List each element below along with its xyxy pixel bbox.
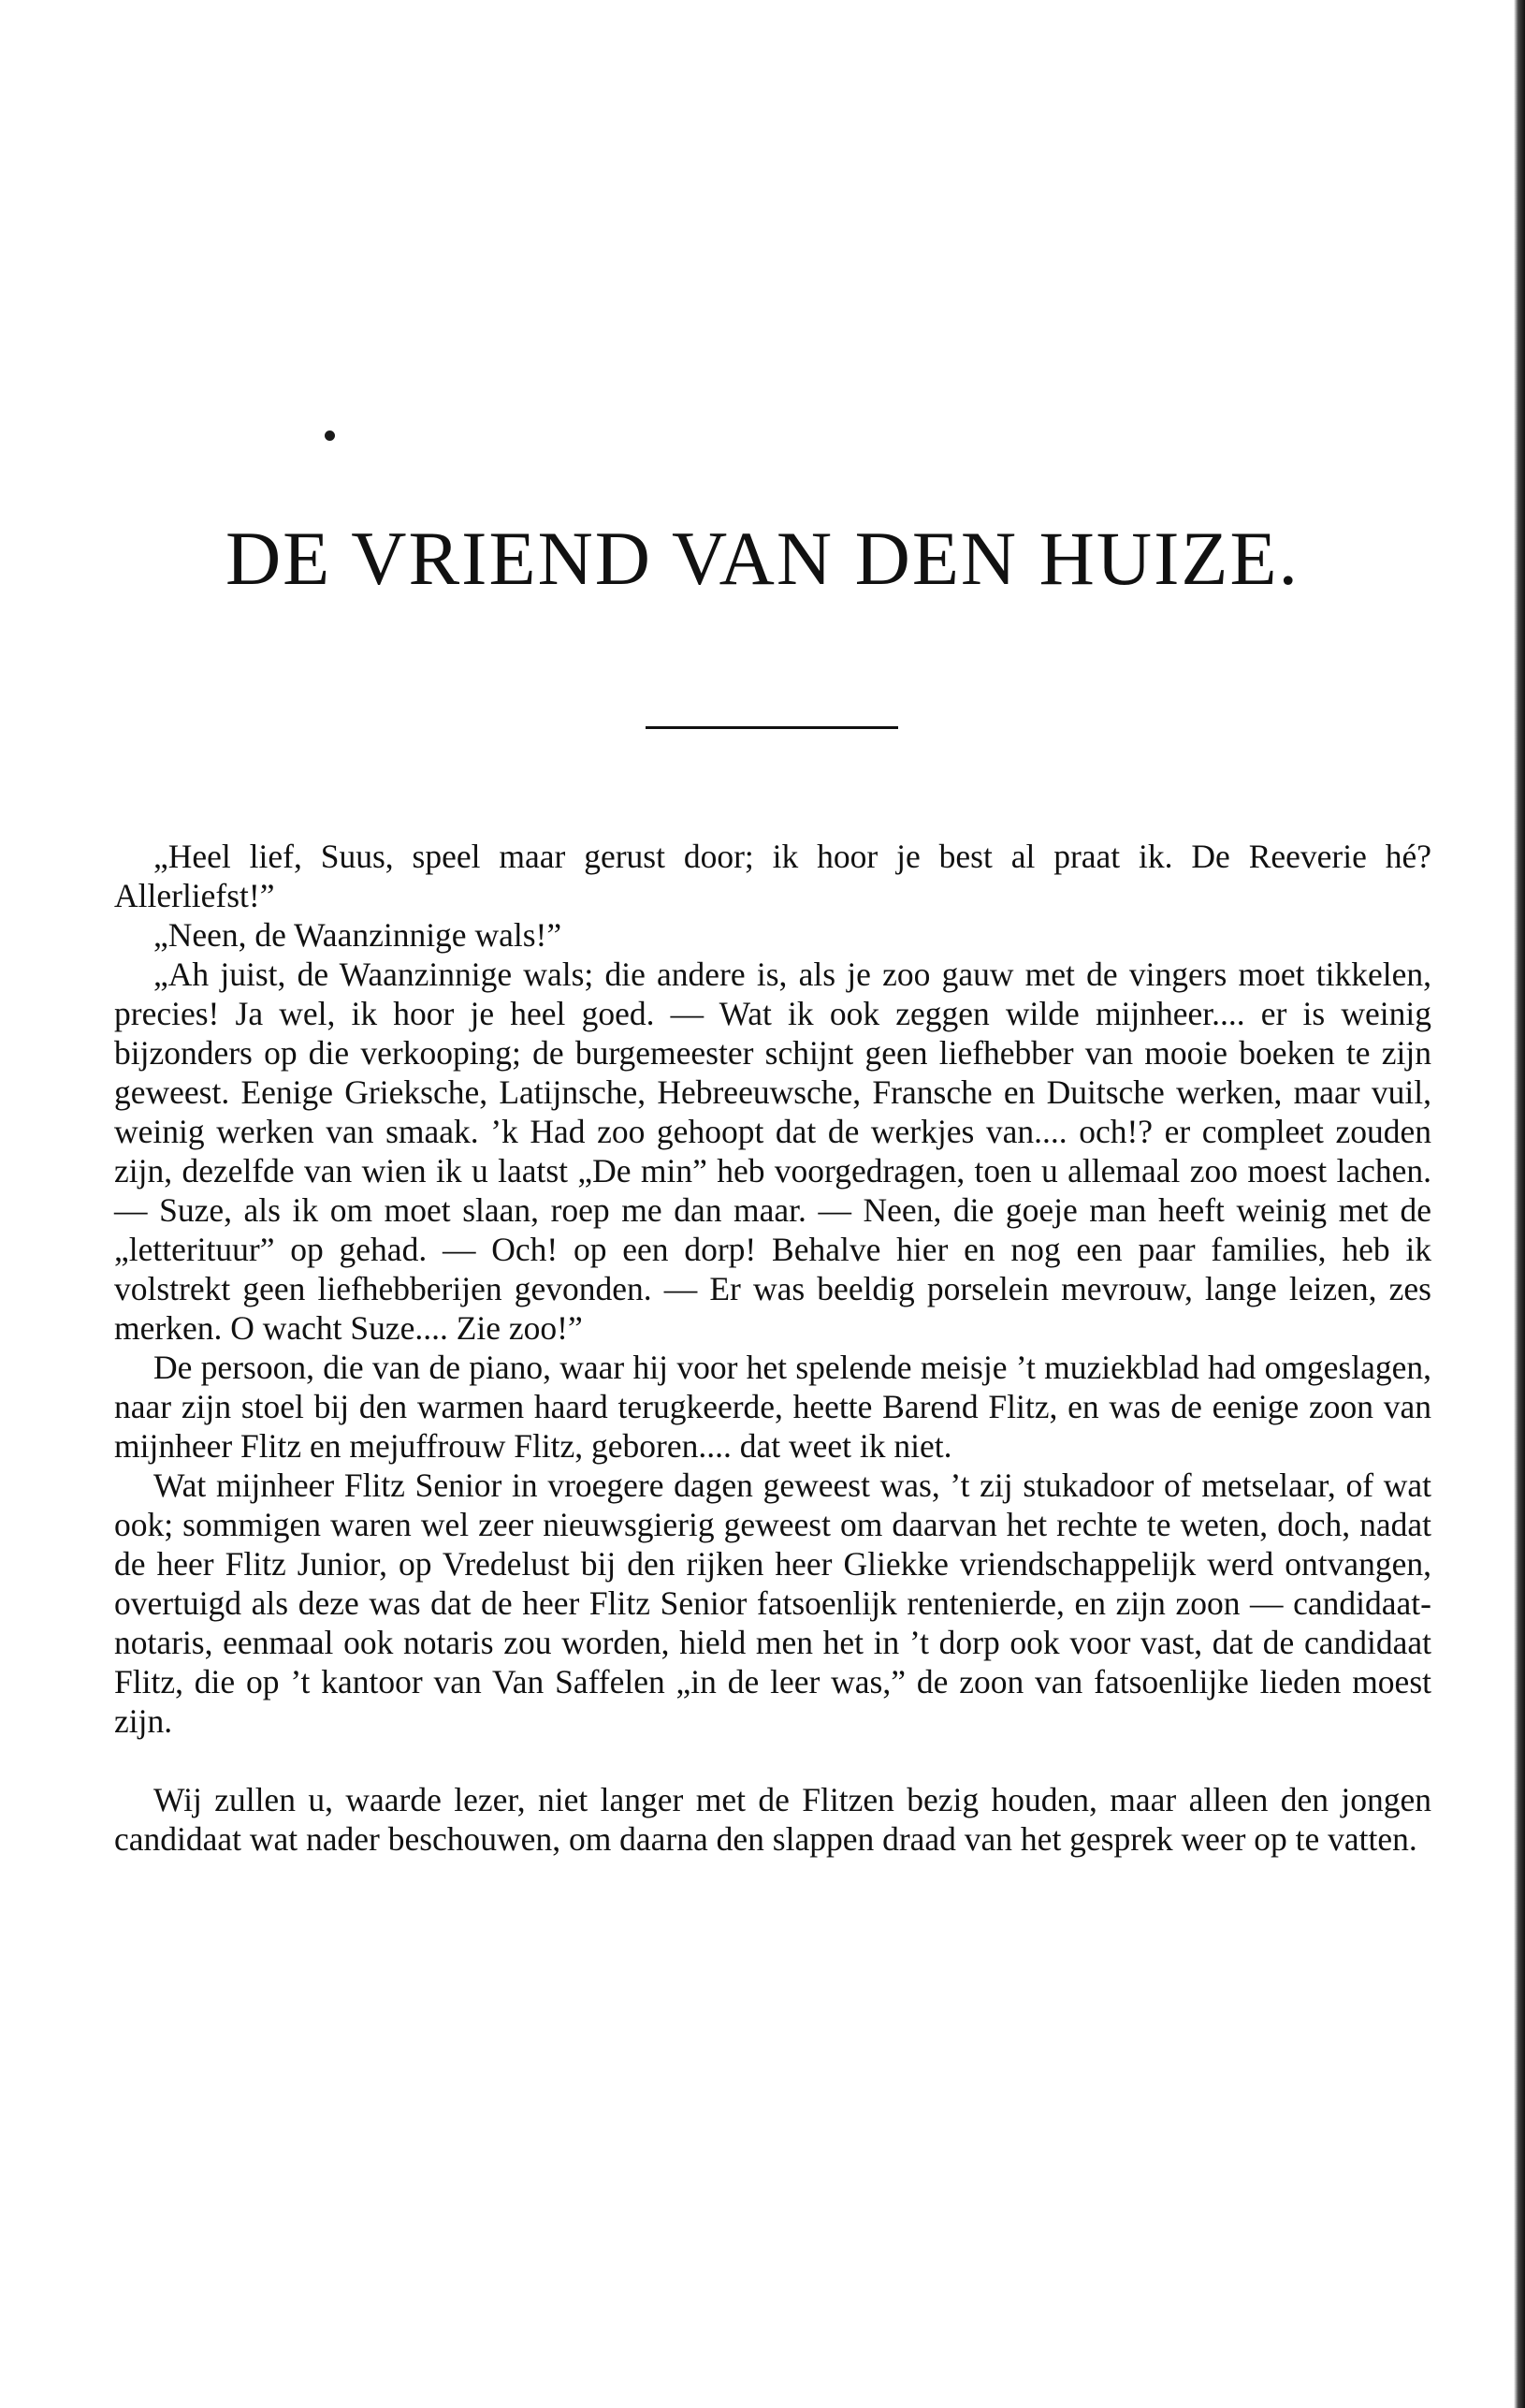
page-edge-shadow (1514, 0, 1525, 2408)
paragraph: „Neen, de Waanzinnige wals!” (153, 916, 562, 954)
paragraph: Wij zullen u, waarde lezer, niet langer met de Flitzen bezig houden, maar alleen den jongen candidaat wat nader beschouwen, om daarna den slappen draad van het gesprek weer op te vatten. (114, 1781, 1431, 1858)
chapter-title: DE VRIEND VAN DEN HUIZE. (225, 516, 1300, 601)
paragraph: „Heel lief, Suus, speel maar gerust door; ik hoor je best al praat ik. De Reeverie hé? Allerliefst!” (114, 838, 1431, 914)
body-text (114, 837, 1431, 1859)
ink-dot (325, 431, 335, 441)
paragraph: De persoon, die van de piano, waar hij voor het spelende meisje ’t muziekblad had omgeslagen, naar zijn stoel bij den warmen haard terugkeerde, heette Barend Flitz, en was de eenige zoon van mijnheer Flitz en mejuffrouw Flitz, geboren.... dat weet ik niet. (114, 1349, 1431, 1465)
paragraph: Wat mijnheer Flitz Senior in vroegere dagen geweest was, ’t zij stukadoor of metselaar, of wat ook; sommigen waren wel zeer nieuwsgierig geweest om daarvan het rechte te weten, doch, nadat de heer Flitz Junior, op Vredelust bij den rijken heer Gliekke vriendschappelijk werd ontvangen, overtuigd als deze was dat de heer Flitz Senior fatsoenlijk rentenierde, en zijn zoon — candidaat-notaris, eenmaal ook notaris zou worden, hield men het in ’t dorp ook voor vast, dat de candidaat Flitz, die op ’t kantoor van Van Saffelen „in de leer was,” de zoon van fatsoenlijke lieden moest zijn. (114, 1467, 1431, 1740)
title-rule (646, 726, 898, 729)
paragraph: „Ah juist, de Waanzinnige wals; die andere is, als je zoo gauw met de vingers moet tikkelen, precies! Ja wel, ik hoor je heel goed. — Wat ik ook zeggen wilde mijnheer.... er is weinig bijzonders op die verkooping; de burgemeester schijnt geen liefhebber van mooie boeken te zijn geweest. Eenige Grieksche, Latijnsche, Hebreeuwsche, Fransche en Duitsche werken, maar vuil, weinig werken van smaak. ’k Had zoo gehoopt dat de werkjes van.... och!? er compleet zouden zijn, dezelfde van wien ik u laatst „De min” heb voorgedragen, toen u allemaal zoo moest lachen. — Suze, als ik om moet slaan, roep me dan maar. — Neen, die goeje man heeft weinig met de „letterituur” op gehad. — Och! op een dorp! Behalve hier en nog een paar families, heb ik volstrekt geen liefhebberijen gevonden. — Er was beeldig porselein mevrouw, lange leizen, zes merken. O wacht Suze.... Zie zoo!” (114, 956, 1431, 1347)
